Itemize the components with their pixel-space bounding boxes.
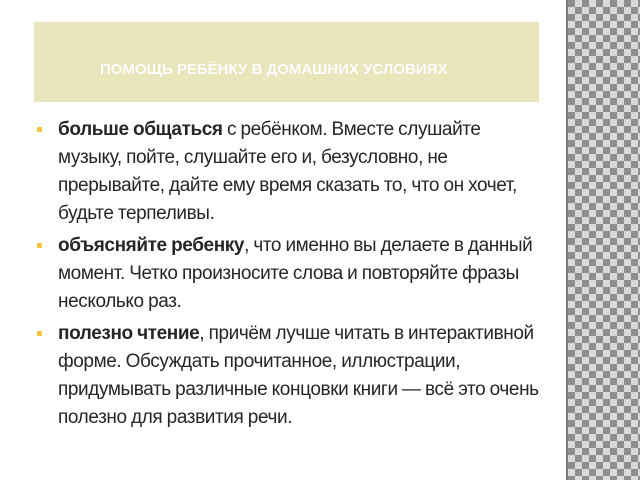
title-bar (34, 22, 539, 102)
bullet-text: , причём лучше читать в интерактивной форме. Обсуждать прочитанное, иллюстрации, придумывать различные концовки книги — всё это очень полезно для развития речи. (58, 323, 539, 428)
bullet-marker-icon (37, 331, 42, 336)
slide-content (34, 116, 544, 436)
decorative-pattern-strip (568, 0, 640, 480)
bullet-item (34, 320, 544, 432)
bullet-item (34, 232, 544, 316)
bullet-list (34, 116, 544, 432)
bullet-lead: больше общаться (58, 119, 223, 140)
slide-title: ПОМОЩЬ РЕБЁНКУ В ДОМАШНИХ УСЛОВИЯХ (100, 61, 448, 78)
bullet-text: , что именно вы делаете в данный момент. Четко произносите слова и повторяйте фразы несколько раз. (58, 235, 533, 312)
bullet-item (34, 116, 544, 228)
bullet-marker-icon (37, 243, 42, 248)
bullet-text: с ребёнком. Вместе слушайте музыку, пойте, слушайте его и, безусловно, не прерывайте, дайте ему время сказать то, что он хочет, будьте терпеливы. (58, 119, 517, 224)
bullet-marker-icon (37, 127, 42, 132)
bullet-lead: объясняйте ребенку (58, 235, 245, 256)
bullet-lead: полезно чтение (58, 323, 200, 344)
